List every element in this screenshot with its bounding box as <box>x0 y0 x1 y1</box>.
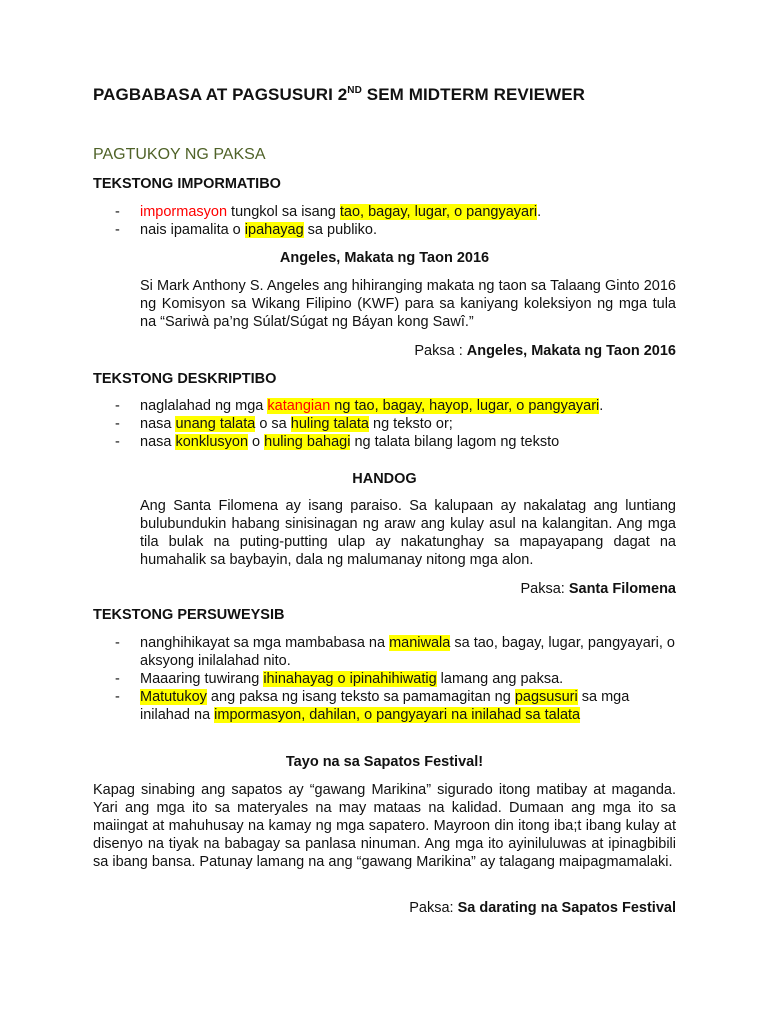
example-title-informatibo: Angeles, Makata ng Taon 2016 <box>279 250 490 266</box>
list-item: - nais ipamalita o ipahayag sa publiko. <box>93 221 676 239</box>
topic-deskriptibo: Paksa: Santa Filomena <box>520 581 676 597</box>
section-title: PAGTUKOY NG PAKSA <box>93 146 266 163</box>
heading-informatibo: TEKSTONG IMPORMATIBO <box>93 176 281 192</box>
persuweysib-bullets <box>93 634 676 724</box>
list-item: - Maaaring tuwirang ihinahayag o ipinahihiwatig lamang ang paksa. <box>93 670 676 688</box>
list-item: - nanghihikayat sa mga mambabasa na maniwala sa tao, bagay, lugar, pangyayari, o aksyong inilalahad nito. <box>93 634 676 670</box>
list-item: - naglalahad ng mga katangian ng tao, bagay, hayop, lugar, o pangyayari. <box>93 397 676 415</box>
list-item: - nasa konklusyon o huling bahagi ng talata bilang lagom ng teksto <box>93 433 676 451</box>
list-item: - nasa unang talata o sa huling talata ng teksto or; <box>93 415 676 433</box>
example-title-deskriptibo: HANDOG <box>352 471 417 487</box>
informatibo-bullets <box>93 203 676 239</box>
topic-informatibo: Paksa : Angeles, Makata ng Taon 2016 <box>414 343 676 359</box>
example-text-informatibo: Si Mark Anthony S. Angeles ang hihiranging makata ng taon sa Talaang Ginto 2016 ng Komisyon sa Wikang Filipino (KWF) para sa kaniyang koleksiyon ng mga tula na “Sariwà pa’ng Súlat/Súgat ng Báyan kong Sawî.” <box>140 278 676 330</box>
document-title: PAGBABASA AT PAGSUSURI 2ND SEM MIDTERM REVIEWER <box>93 85 586 104</box>
list-item: - impormasyon tungkol sa isang tao, bagay, lugar, o pangyayari. <box>93 203 676 221</box>
heading-deskriptibo: TEKSTONG DESKRIPTIBO <box>93 371 277 387</box>
example-title-persuweysib: Tayo na sa Sapatos Festival! <box>285 754 484 770</box>
example-text-persuweysib: Kapag sinabing ang sapatos ay “gawang Marikina” sigurado itong matibay at maganda. Yari ang mga ito sa materyales na may mataas na kalidad. Dumaan ang mga ito sa maiingat at mahuhusay na kamay ng mga sapatero. Mayroon din itong iba;t ibang kulay at disenyo na tiyak na babagay sa panlasa ninuman. Ang mga ito ayiniluluwas at ipinagbibili sa ibang bansa. Patunay lamang na ang “gawang Marikina” ay talagang maipagmamalaki. <box>93 782 676 870</box>
example-text-deskriptibo: Ang Santa Filomena ay isang paraiso. Sa kalupaan ay nakalatag ang luntiang bulubundukin habang sinisinagan ng araw ang kulay asul na kalangitan. Ang mga tila bulak na puting-putting ulap ay nakatunghay sa mapayapang dagat na humahalik sa baybayin, dala ng malumanay nitong mga alon. <box>140 498 676 568</box>
deskriptibo-bullets <box>93 397 676 451</box>
heading-persuweysib: TEKSTONG PERSUWEYSIB <box>93 607 285 623</box>
topic-persuweysib: Paksa: Sa darating na Sapatos Festival <box>409 900 676 916</box>
title-superscript: ND <box>347 85 362 96</box>
list-item: - Matutukoy ang paksa ng isang teksto sa pamamagitan ng pagsusuri sa mga inilahad na impormasyon, dahilan, o pangyayari na inilahad sa talata <box>93 688 676 724</box>
